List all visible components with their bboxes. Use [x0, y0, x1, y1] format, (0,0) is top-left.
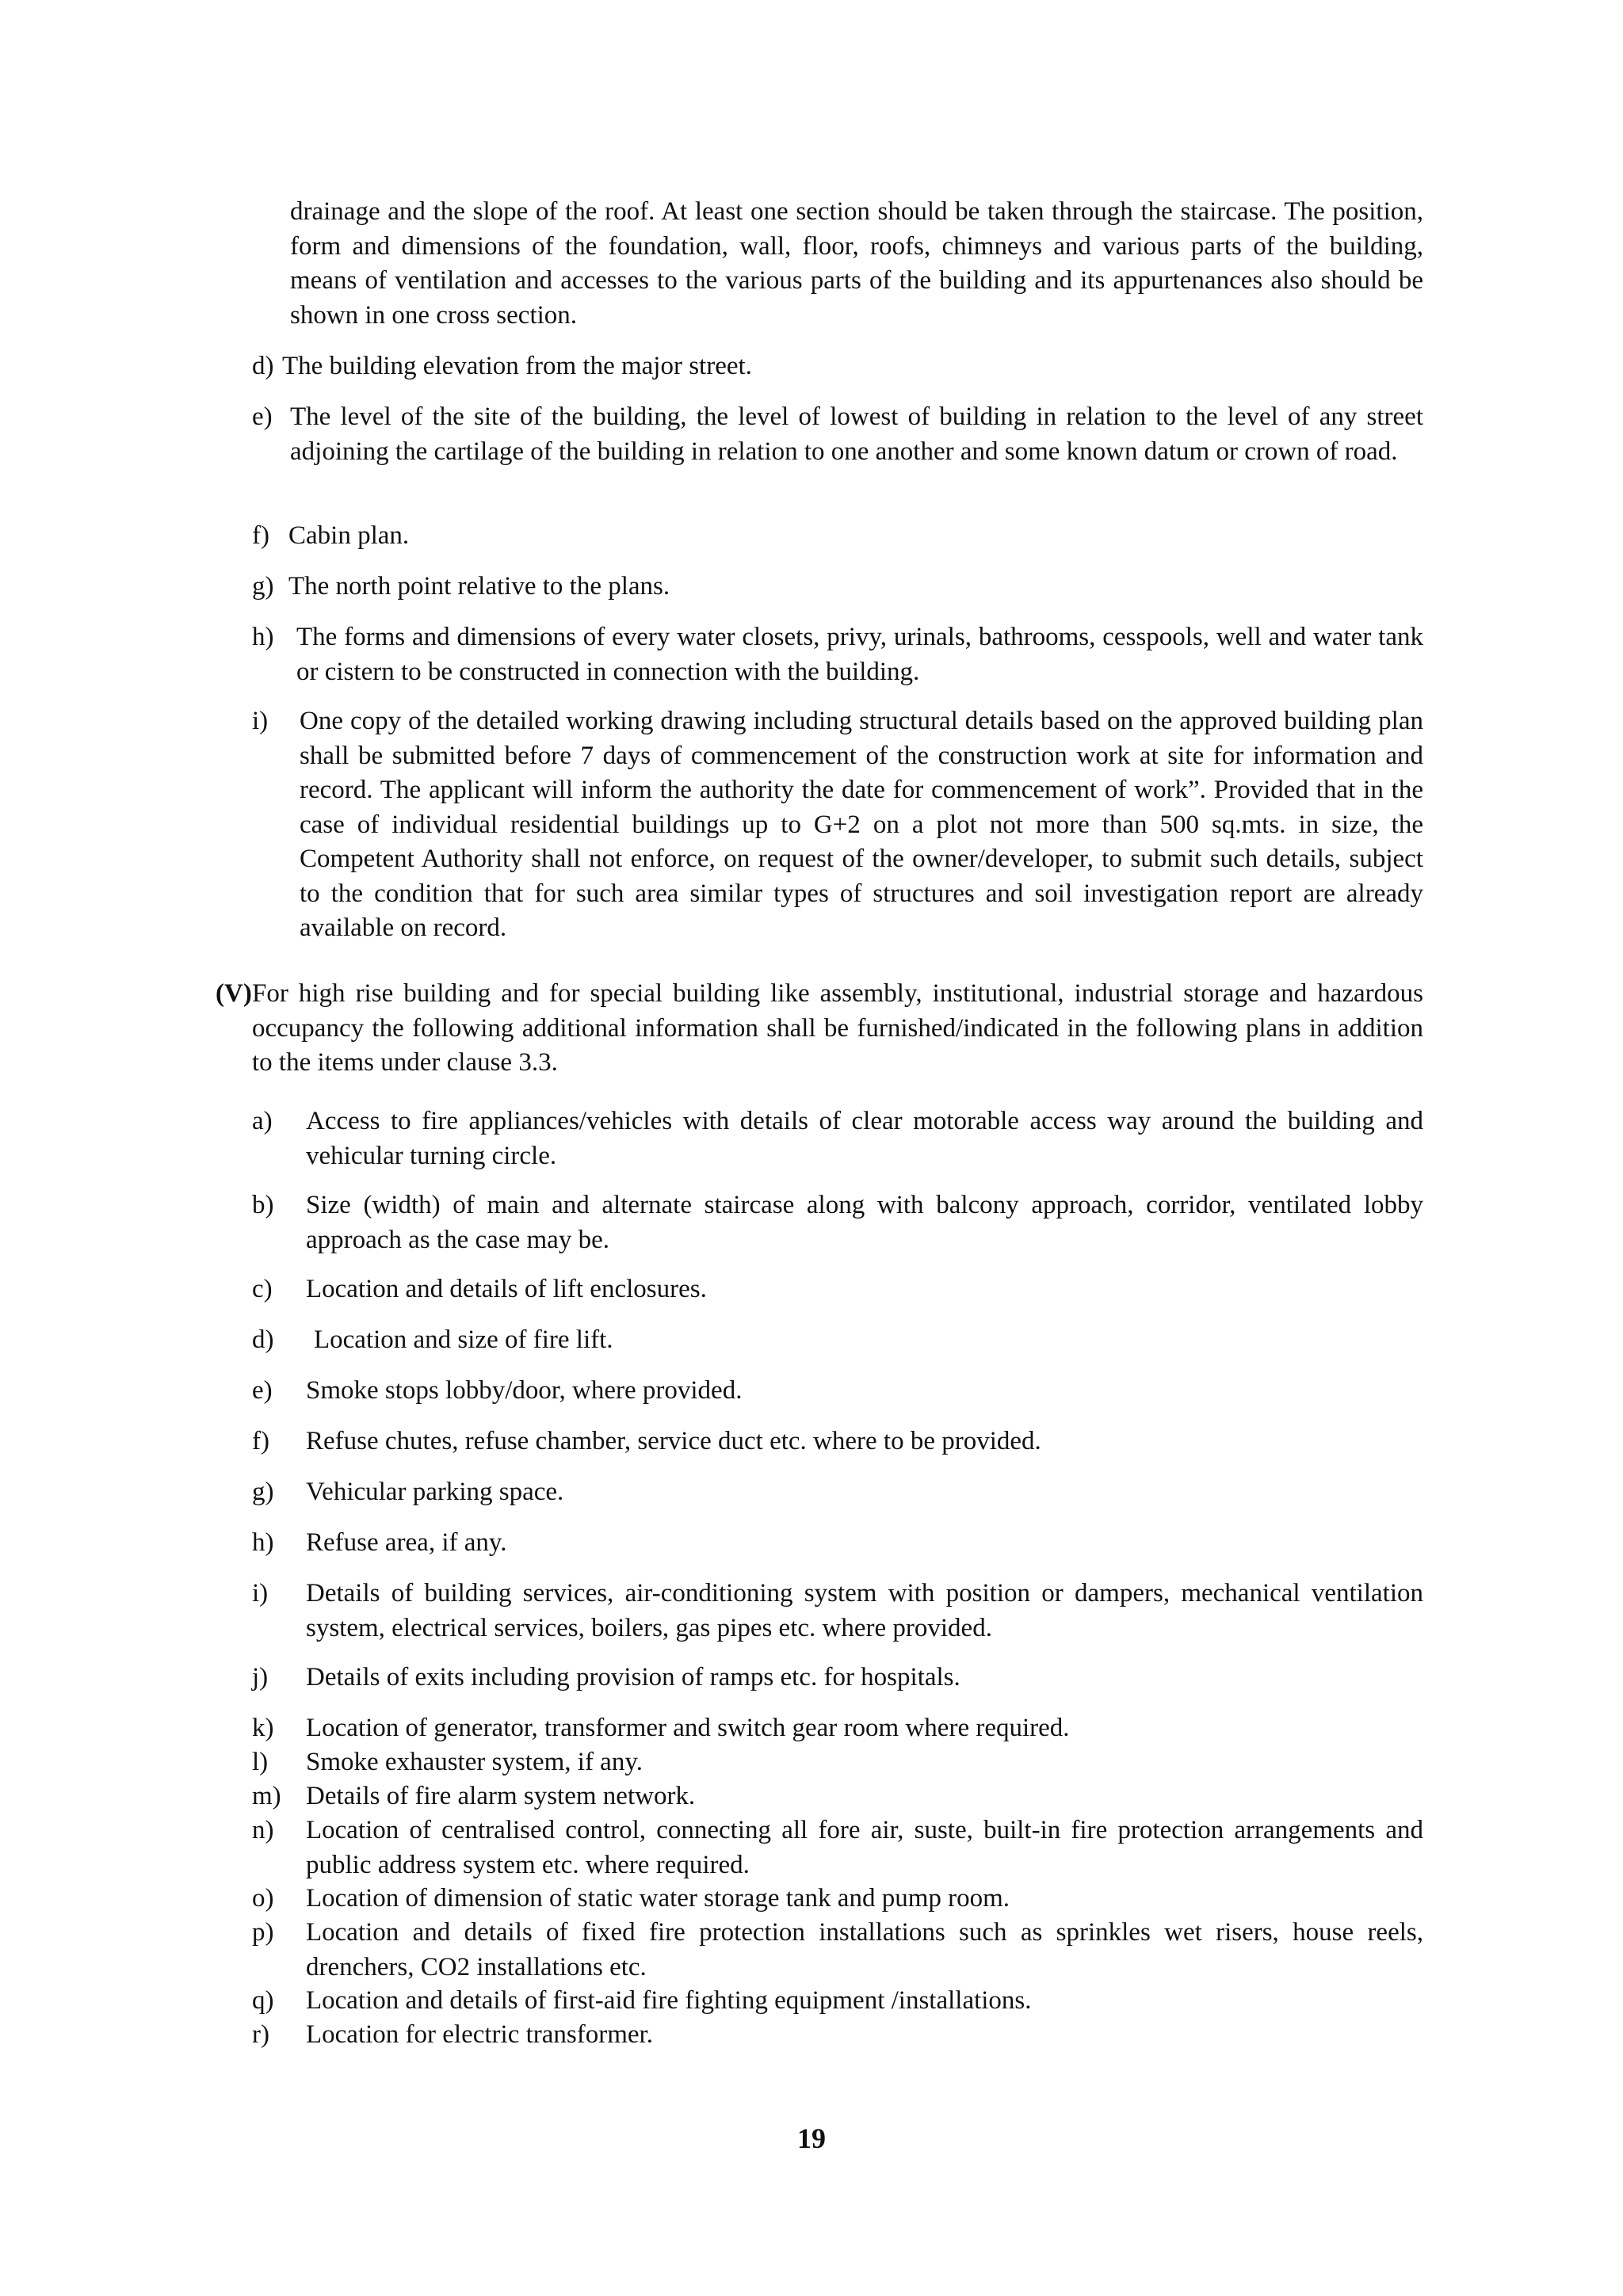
list-item-b	[252, 1188, 1423, 1257]
item-label: f)	[252, 521, 269, 550]
item-text: Refuse chutes, refuse chamber, service duct etc. where to be provided.	[306, 1427, 1041, 1455]
item-text: Location and size of fire lift.	[314, 1325, 613, 1354]
list-item-e2	[252, 1374, 1423, 1409]
section-v	[216, 977, 1423, 1081]
item-label: p)	[252, 1918, 274, 1947]
item-label: c)	[252, 1275, 273, 1303]
list-item-l	[252, 1745, 1423, 1780]
list-item-n	[252, 1814, 1423, 1882]
item-label: m)	[252, 1782, 281, 1810]
item-label: i)	[252, 707, 269, 735]
item-text: Vehicular parking space.	[306, 1478, 564, 1506]
item-text: Location of centralised control, connecting all fore air, suste, built-in fire protection arrangements and public address system etc. where required.	[306, 1816, 1423, 1879]
list-item-k	[252, 1711, 1423, 1746]
list-item-j	[252, 1661, 1423, 1695]
item-text: Location of generator, transformer and switch gear room where required.	[306, 1714, 1070, 1742]
item-label: j)	[252, 1663, 269, 1691]
list-item-i	[252, 704, 1423, 946]
item-text: The building elevation from the major street.	[282, 352, 752, 380]
section-label: (V)	[216, 979, 252, 1008]
item-text: The forms and dimensions of every water closets, privy, urinals, bathrooms, cesspools, well and water tank or cistern to be constructed in connection with the building.	[296, 623, 1423, 686]
section-text: For high rise building and for special building like assembly, institutional, industrial storage and hazardous occupancy the following additional information shall be furnished/indicated in the following plans in addition to the items under clause 3.3.	[252, 979, 1423, 1077]
item-label: k)	[252, 1714, 274, 1742]
item-text: Location and details of fixed fire protection installations such as sprinkles wet risers, house reels, drenchers, CO2 installations etc.	[306, 1918, 1423, 1981]
list-item-h	[252, 620, 1423, 689]
list-item-o	[252, 1882, 1423, 1917]
list-item-q	[252, 1984, 1423, 2019]
list-item-g2	[252, 1475, 1423, 1510]
item-text: Details of exits including provision of ramps etc. for hospitals.	[306, 1663, 960, 1691]
item-text: The north point relative to the plans.	[288, 572, 670, 601]
item-label: g)	[252, 1478, 274, 1506]
list-item-p	[252, 1916, 1423, 1985]
item-label: f)	[252, 1427, 269, 1455]
item-label: g)	[252, 572, 274, 601]
item-label: b)	[252, 1191, 274, 1219]
item-label: i)	[252, 1579, 269, 1608]
continuation-paragraph: drainage and the slope of the roof. At least one section should be taken through the staircase. The position, form and dimensions of the foundation, wall, floor, roofs, chimneys and various parts of the building, means of ventilation and accesses to the various parts of the building and its appurtenances also should be shown in one cross section.	[290, 197, 1423, 330]
item-label: h)	[252, 623, 274, 651]
list-item-r	[252, 2018, 1423, 2053]
list-item-c	[252, 1272, 1423, 1307]
item-label: e)	[252, 402, 273, 431]
item-label: d)	[252, 1325, 274, 1354]
list-item-d2	[252, 1323, 1423, 1358]
item-label: o)	[252, 1884, 274, 1913]
item-label: n)	[252, 1816, 274, 1844]
item-text: Location for electric transformer.	[306, 2020, 653, 2049]
list-item-g	[252, 570, 1423, 605]
item-text: Cabin plan.	[288, 521, 410, 550]
page-number: 19	[797, 2122, 826, 2154]
item-text: Location and details of lift enclosures.	[306, 1275, 707, 1303]
item-text: Access to fire appliances/vehicles with details of clear motorable access way around the building and vehicular turning circle.	[306, 1107, 1423, 1170]
item-label: a)	[252, 1107, 273, 1135]
item-text: Smoke exhauster system, if any.	[306, 1748, 643, 1776]
list-item-f2	[252, 1425, 1423, 1459]
item-text: Size (width) of main and alternate staircase along with balcony approach, corridor, ventilated lobby approach as the case may be.	[306, 1191, 1423, 1254]
list-item-d	[252, 349, 1423, 384]
list-item-h2	[252, 1526, 1423, 1561]
item-label: h)	[252, 1528, 274, 1557]
item-text: Smoke stops lobby/door, where provided.	[306, 1376, 743, 1405]
item-text: Refuse area, if any.	[306, 1528, 507, 1557]
item-text: Details of fire alarm system network.	[306, 1782, 696, 1810]
item-text: Details of building services, air-conditioning system with position or dampers, mechanical ventilation system, electrical services, boilers, gas pipes etc. where provided.	[306, 1579, 1423, 1642]
list-item-f	[252, 519, 1423, 554]
list-item-e	[252, 400, 1423, 469]
item-text: Location and details of first-aid fire fighting equipment /installations.	[306, 1986, 1032, 2015]
item-label: d)	[252, 352, 274, 380]
list-item-a	[252, 1104, 1423, 1173]
list-item-m	[252, 1779, 1423, 1814]
list-item-i2	[252, 1577, 1423, 1646]
item-label: e)	[252, 1376, 273, 1405]
item-label: l)	[252, 1748, 269, 1776]
item-text: One copy of the detailed working drawing including structural details based on the approved building plan shall be submitted before 7 days of commencement of the construction work at site for information and record. The applicant will inform the authority the date for commencement of work”. Provided that in the case of individual residential buildings up to G+2 on a plot not more than 500 sq.mts. in size, the Competent Authority shall not enforce, on request of the owner/developer, to submit such details, subject to the condition that for such area similar types of structures and soil investigation report are already available on record.	[300, 707, 1423, 942]
item-text: Location of dimension of static water storage tank and pump room.	[306, 1884, 1010, 1913]
item-label: r)	[252, 2020, 269, 2049]
item-label: q)	[252, 1986, 274, 2015]
item-text: The level of the site of the building, the level of lowest of building in relation to the level of any street adjoining the cartilage of the building in relation to one another and some known datum or crown of road.	[290, 402, 1423, 466]
